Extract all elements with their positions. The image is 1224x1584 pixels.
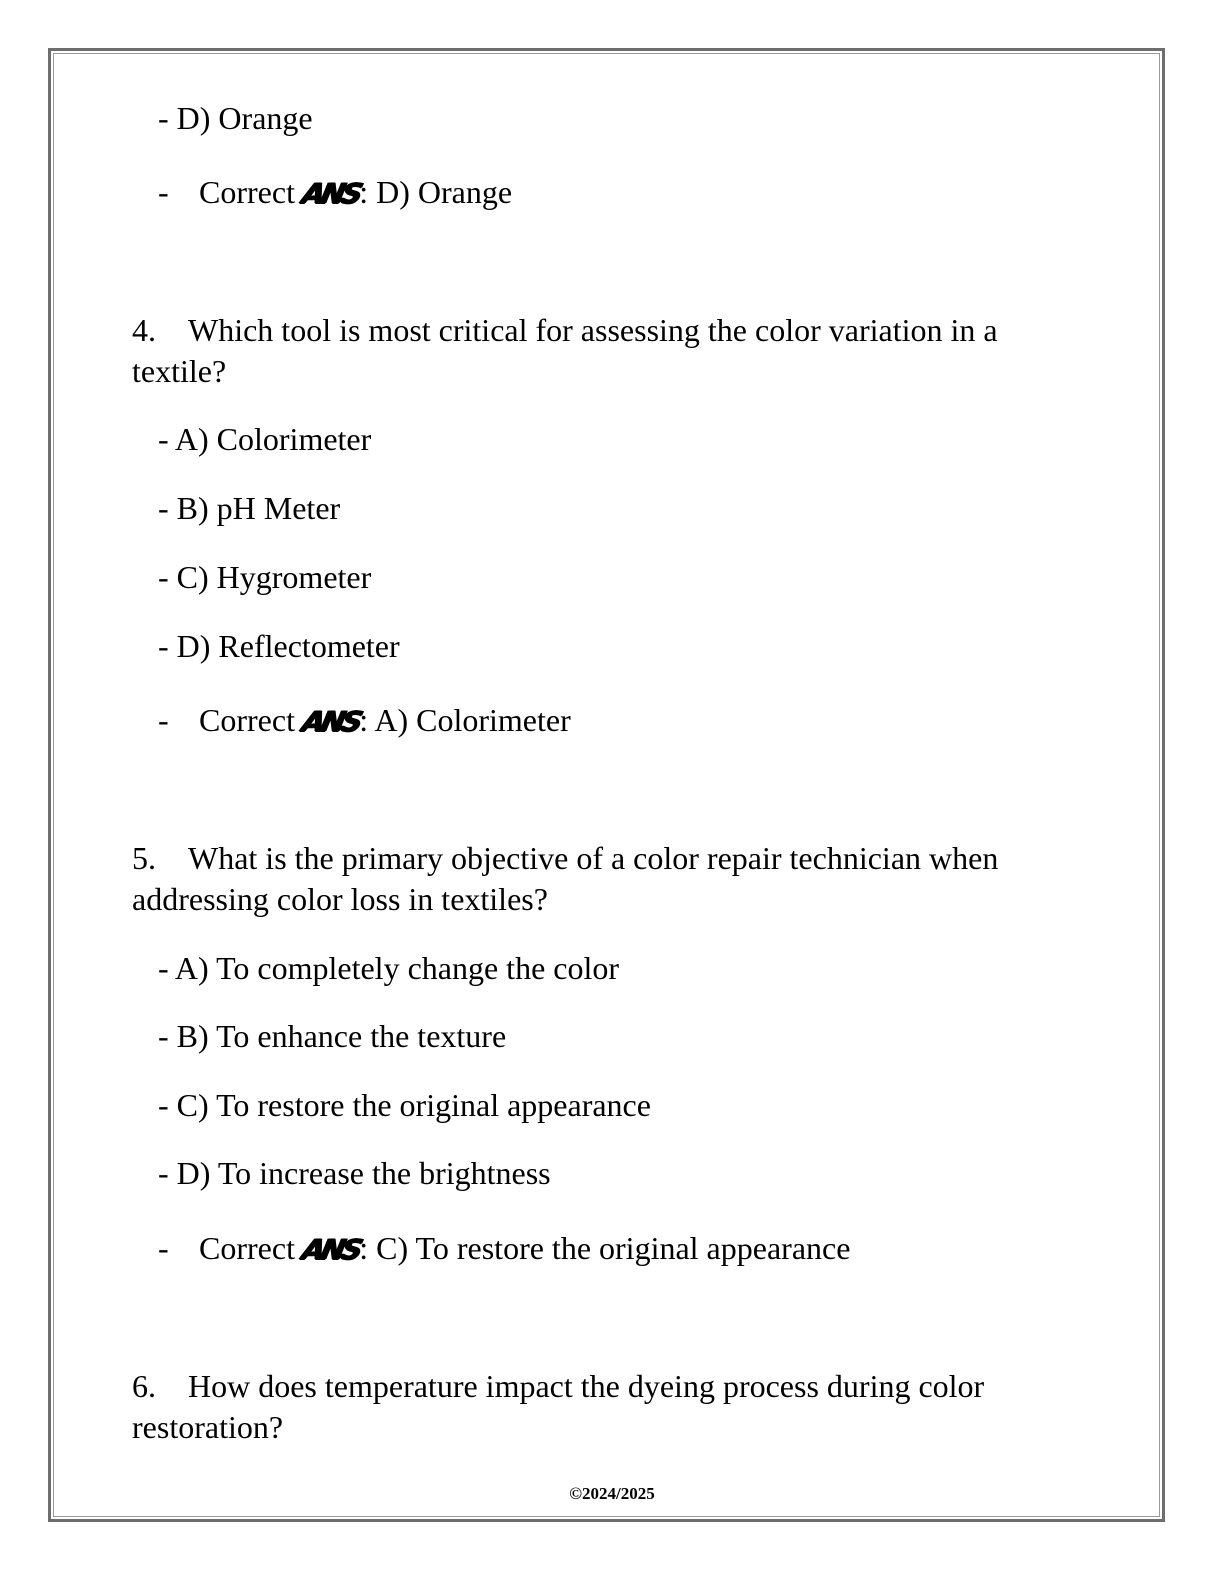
ans-mark: ANS: [299, 1233, 363, 1266]
answer-prefix: Correct: [199, 1230, 295, 1266]
ans-mark: ANS: [299, 177, 363, 210]
ans-mark: ANS: [299, 705, 363, 738]
q5-option-a: - A) To completely change the color: [158, 950, 620, 986]
question-number: 6.: [132, 1368, 156, 1404]
answer-dash: -: [158, 1230, 169, 1266]
q6-question: [132, 1366, 1092, 1448]
page-border-inner: [53, 53, 1160, 1517]
answer-prefix: Correct: [199, 702, 295, 738]
q3-option-d: - D) Orange: [158, 100, 313, 136]
q5-correct-answer: [158, 1227, 850, 1271]
q4-option-a: - A) Colorimeter: [158, 421, 372, 457]
q4-question: [132, 310, 1092, 392]
question-text: How does temperature impact the dyeing process during color restoration?: [132, 1368, 985, 1445]
q5-option-c: - C) To restore the original appearance: [158, 1087, 651, 1123]
question-text: Which tool is most critical for assessing the color variation in a textile?: [132, 312, 998, 389]
q4-correct-answer: [158, 699, 571, 743]
question-number: 5.: [132, 840, 156, 876]
copyright-footer: ©2024/2025: [569, 1484, 655, 1503]
q4-option-d: - D) Reflectometer: [158, 628, 400, 664]
answer-dash: -: [158, 174, 169, 210]
answer-dash: -: [158, 702, 169, 738]
question-number: 4.: [132, 312, 156, 348]
answer-value: : C) To restore the original appearance: [359, 1230, 851, 1266]
answer-value: : A) Colorimeter: [359, 702, 571, 738]
answer-value: : D) Orange: [359, 174, 513, 210]
q5-question: [132, 838, 1092, 920]
q5-option-d: - D) To increase the brightness: [158, 1155, 551, 1191]
q3-correct-answer: [158, 171, 512, 215]
q5-option-b: - B) To enhance the texture: [158, 1018, 507, 1054]
question-text: What is the primary objective of a color repair technician when addressing color loss in textiles?: [132, 840, 999, 917]
q4-option-c: - C) Hygrometer: [158, 559, 372, 595]
answer-prefix: Correct: [199, 174, 295, 210]
q4-option-b: - B) pH Meter: [158, 490, 341, 526]
